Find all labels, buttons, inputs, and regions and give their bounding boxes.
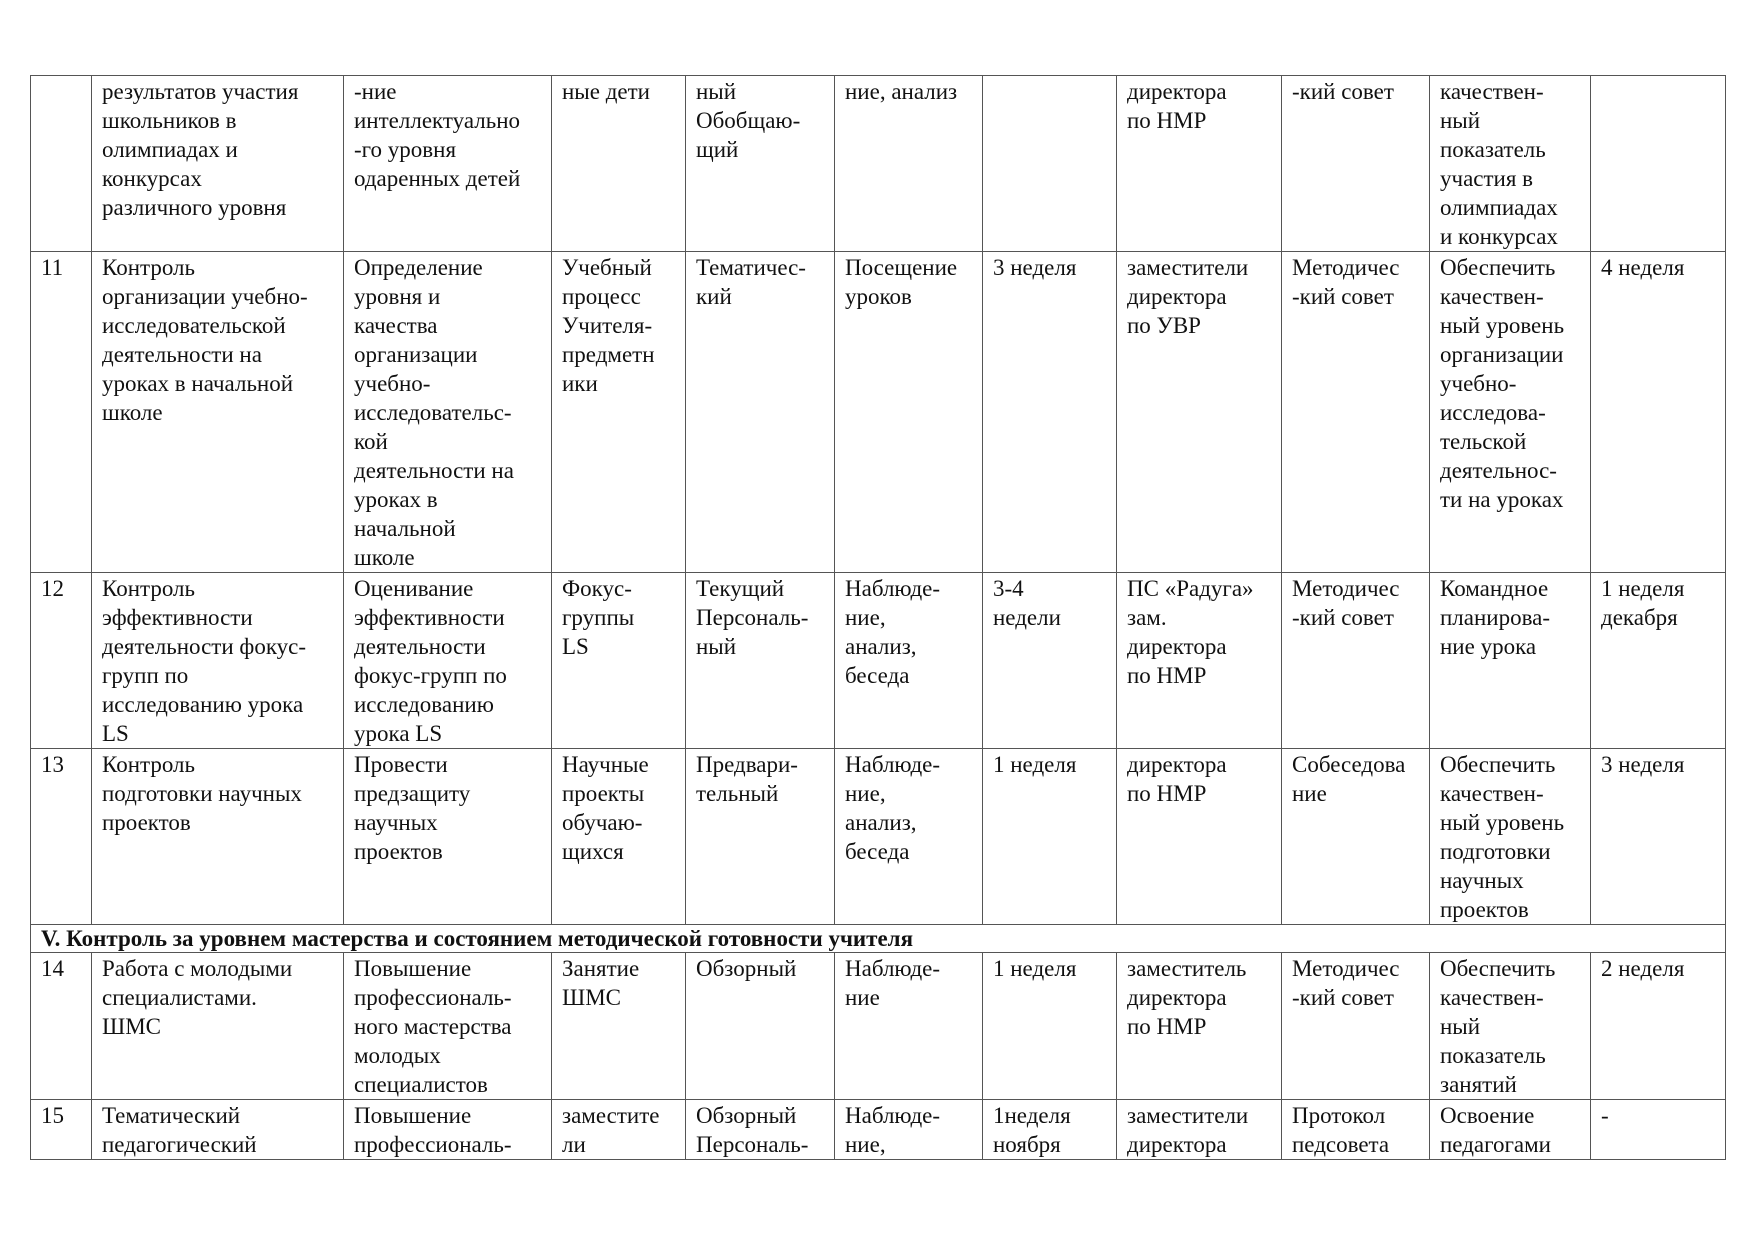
- cell-deadline: 1неделя ноября: [983, 1100, 1117, 1160]
- cell-control-type: Тематичес- кий: [686, 252, 835, 573]
- cell-control-object: Занятие ШМС: [552, 953, 686, 1100]
- cell-control-type: Обзорный Персональ-: [686, 1100, 835, 1160]
- cell-deadline: 1 неделя: [983, 953, 1117, 1100]
- cell-control-goal: Повышение профессиональ-: [344, 1100, 552, 1160]
- cell-control-method: ние, анализ: [835, 76, 983, 252]
- document-page: [30, 75, 1725, 1160]
- cell-control-content: Контроль организации учебно- исследовательской деятельности на уроках в начальной школе: [92, 252, 344, 573]
- cell-control-content: Контроль подготовки научных проектов: [92, 749, 344, 925]
- cell-management-decision: Командное планирова- ние урока: [1430, 573, 1591, 749]
- cell-control-type: Предвари- тельный: [686, 749, 835, 925]
- cell-recheck: [1591, 76, 1726, 252]
- control-plan-table: [30, 75, 1726, 1160]
- cell-deadline: 1 неделя: [983, 749, 1117, 925]
- cell-responsible: заместитель директора по НМР: [1117, 953, 1282, 1100]
- cell-control-object: заместите ли: [552, 1100, 686, 1160]
- cell-number: 14: [31, 953, 92, 1100]
- table-row: [31, 749, 1726, 925]
- cell-control-goal: Повышение профессиональ- ного мастерства молодых специалистов: [344, 953, 552, 1100]
- cell-number: 11: [31, 252, 92, 573]
- cell-recheck: 3 неделя: [1591, 749, 1726, 925]
- cell-review-place: Собеседова ние: [1282, 749, 1430, 925]
- section-title: V. Контроль за уровнем мастерства и состоянием методической готовности учителя: [31, 925, 1726, 953]
- cell-review-place: Методичес -кий совет: [1282, 573, 1430, 749]
- cell-control-object: ные дети: [552, 76, 686, 252]
- cell-deadline: 3 неделя: [983, 252, 1117, 573]
- cell-management-decision: Освоение педагогами: [1430, 1100, 1591, 1160]
- cell-control-method: Наблюде- ние: [835, 953, 983, 1100]
- cell-control-type: Текущий Персональ- ный: [686, 573, 835, 749]
- cell-management-decision: качествен- ный показатель участия в олимпиадах и конкурсах: [1430, 76, 1591, 252]
- cell-deadline: [983, 76, 1117, 252]
- cell-review-place: Протокол педсовета: [1282, 1100, 1430, 1160]
- cell-management-decision: Обеспечить качествен- ный уровень организации учебно- исследова- тельской деятельнос- ти на уроках: [1430, 252, 1591, 573]
- cell-responsible: директора по НМР: [1117, 749, 1282, 925]
- cell-control-method: Наблюде- ние, анализ, беседа: [835, 573, 983, 749]
- cell-management-decision: Обеспечить качествен- ный показатель занятий: [1430, 953, 1591, 1100]
- cell-control-goal: Провести предзащиту научных проектов: [344, 749, 552, 925]
- cell-control-method: Посещение уроков: [835, 252, 983, 573]
- cell-control-content: Тематический педагогический: [92, 1100, 344, 1160]
- cell-number: 12: [31, 573, 92, 749]
- cell-recheck: 2 неделя: [1591, 953, 1726, 1100]
- cell-control-method: Наблюде- ние,: [835, 1100, 983, 1160]
- cell-recheck: -: [1591, 1100, 1726, 1160]
- cell-control-goal: -ние интеллектуально -го уровня одаренных детей: [344, 76, 552, 252]
- cell-number: [31, 76, 92, 252]
- cell-control-goal: Определение уровня и качества организации учебно- исследовательс- кой деятельности на уроках в начальной школе: [344, 252, 552, 573]
- cell-control-method: Наблюде- ние, анализ, беседа: [835, 749, 983, 925]
- table-row: [31, 252, 1726, 573]
- cell-number: 15: [31, 1100, 92, 1160]
- cell-number: 13: [31, 749, 92, 925]
- cell-responsible: директора по НМР: [1117, 76, 1282, 252]
- table-row: [31, 953, 1726, 1100]
- cell-management-decision: Обеспечить качествен- ный уровень подготовки научных проектов: [1430, 749, 1591, 925]
- cell-review-place: Методичес -кий совет: [1282, 252, 1430, 573]
- cell-control-object: Учебный процесс Учителя- предметн ики: [552, 252, 686, 573]
- cell-control-content: результатов участия школьников в олимпиадах и конкурсах различного уровня: [92, 76, 344, 252]
- cell-responsible: заместители директора по УВР: [1117, 252, 1282, 573]
- cell-control-object: Научные проекты обучаю- щихся: [552, 749, 686, 925]
- table-row: [31, 1100, 1726, 1160]
- section-header-row: [31, 925, 1726, 953]
- table-row: [31, 76, 1726, 252]
- cell-control-type: ный Обобщаю- щий: [686, 76, 835, 252]
- cell-responsible: ПС «Радуга» зам. директора по НМР: [1117, 573, 1282, 749]
- cell-responsible: заместители директора: [1117, 1100, 1282, 1160]
- cell-control-type: Обзорный: [686, 953, 835, 1100]
- cell-control-content: Работа с молодыми специалистами. ШМС: [92, 953, 344, 1100]
- cell-review-place: -кий совет: [1282, 76, 1430, 252]
- cell-recheck: 1 неделя декабря: [1591, 573, 1726, 749]
- table-row: [31, 573, 1726, 749]
- cell-control-object: Фокус- группы LS: [552, 573, 686, 749]
- cell-recheck: 4 неделя: [1591, 252, 1726, 573]
- cell-deadline: 3-4 недели: [983, 573, 1117, 749]
- cell-review-place: Методичес -кий совет: [1282, 953, 1430, 1100]
- cell-control-content: Контроль эффективности деятельности фокус- групп по исследованию урока LS: [92, 573, 344, 749]
- cell-control-goal: Оценивание эффективности деятельности фокус-групп по исследованию урока LS: [344, 573, 552, 749]
